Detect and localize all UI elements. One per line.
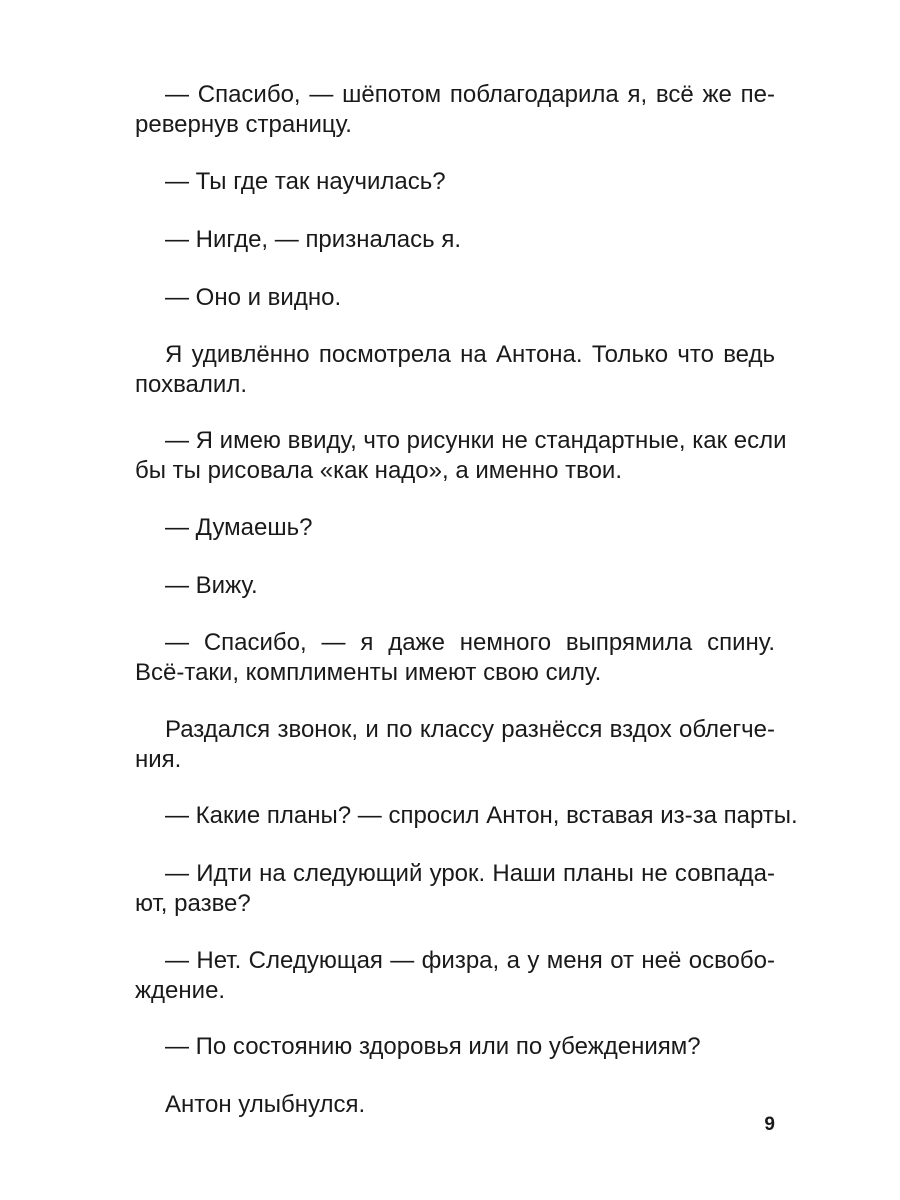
paragraph <box>135 628 775 688</box>
text-line: похвалил. <box>135 371 247 398</box>
paragraph <box>135 225 775 255</box>
text-line: ния. <box>135 746 182 773</box>
paragraph <box>135 1032 775 1062</box>
text-line: — Какие планы? — спросил Антон, вставая из-за парты. <box>165 802 798 829</box>
text-line: — Нигде, — призналась я. <box>165 226 461 253</box>
paragraph <box>135 340 775 400</box>
page-number: 9 <box>764 1114 775 1135</box>
paragraph <box>135 80 775 140</box>
text-line: — Я имею ввиду, что рисунки не стандартные, как если <box>165 427 787 454</box>
paragraph <box>135 946 775 1006</box>
text-line: — Спасибо, — шёпотом поблагодарила я, всё же пе- <box>165 81 775 108</box>
text-line: ждение. <box>135 977 226 1004</box>
text-line: Я удивлённо посмотрела на Антона. Только что ведь <box>165 341 775 368</box>
text-line: — Вижу. <box>165 572 258 599</box>
paragraph <box>135 167 775 197</box>
text-line: Антон улыбнулся. <box>165 1091 366 1118</box>
paragraph <box>135 426 787 486</box>
paragraph <box>135 513 775 543</box>
text-line: — Нет. Следующая — физра, а у меня от неё освобо- <box>165 947 775 974</box>
text-line: Раздался звонок, и по классу разнёсся вздох облегче- <box>165 716 775 743</box>
text-line: — Ты где так научилась? <box>165 168 446 195</box>
paragraph <box>135 571 775 601</box>
text-line: бы ты рисовала «как надо», а именно твои. <box>135 457 623 484</box>
text-line: ревернув страницу. <box>135 111 352 138</box>
text-line: ют, разве? <box>135 890 251 917</box>
paragraph <box>135 801 798 831</box>
text-line: — По состоянию здоровья или по убеждениям? <box>165 1033 701 1060</box>
text-line: — Оно и видно. <box>165 284 342 311</box>
paragraph <box>135 715 775 775</box>
paragraph <box>135 1090 775 1120</box>
text-line: Всё-таки, комплименты имеют свою силу. <box>135 659 602 686</box>
paragraph <box>135 859 775 919</box>
paragraph <box>135 283 775 313</box>
text-line: — Думаешь? <box>165 514 313 541</box>
text-line: — Идти на следующий урок. Наши планы не совпада- <box>165 860 775 887</box>
text-line: — Спасибо, — я даже немного выпрямила спину. <box>165 629 775 656</box>
